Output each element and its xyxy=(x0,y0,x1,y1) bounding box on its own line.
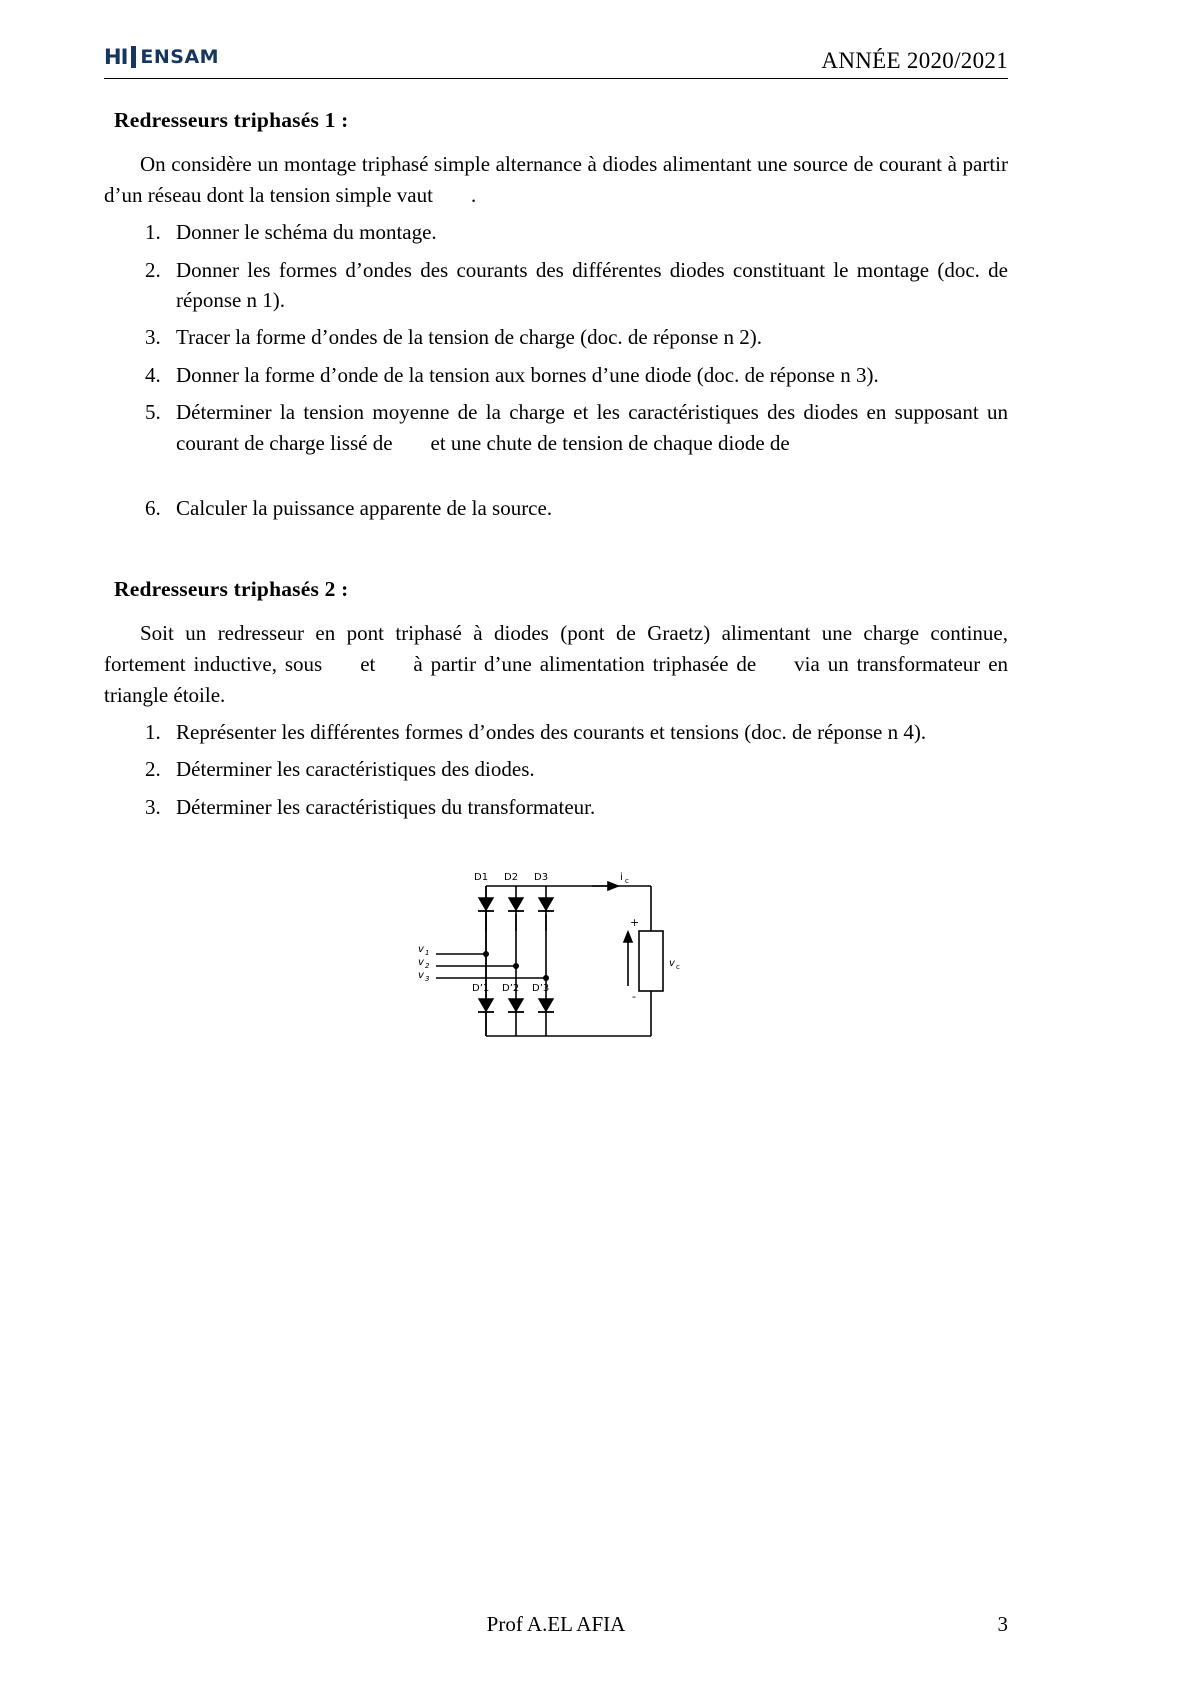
diode-label-d1p: D’1 xyxy=(472,983,490,995)
list-item: 6. Calculer la puissance apparente de la source. xyxy=(166,493,1008,523)
svg-text:3: 3 xyxy=(425,975,430,984)
section-2-intro xyxy=(104,618,1008,711)
list-item: 2. Donner les formes d’ondes des courants des différentes diodes constituant le montage (doc. de réponse n 1). xyxy=(166,255,1008,316)
logo-mark: HI xyxy=(104,44,128,69)
list-item: 4. Donner la forme d’onde de la tension aux bornes d’une diode (doc. de réponse n 3). xyxy=(166,360,1008,390)
list-item xyxy=(166,397,1008,486)
footer-author: Prof A.EL AFIA xyxy=(486,1612,626,1636)
diode-label-d3: D3 xyxy=(534,872,549,884)
academic-year: ANNÉE 2020/2021 xyxy=(821,48,1008,73)
section-2-question-list xyxy=(104,717,1008,822)
ensam-logo xyxy=(104,42,219,72)
diode-label-d1: D1 xyxy=(474,872,489,884)
list-item: 1. Représenter les différentes formes d’ondes des courants et tensions (doc. de réponse n 4). xyxy=(166,717,1008,747)
section-2-intro-and: et xyxy=(360,651,376,676)
section-2-intro-text-3: via un transformateur en triangle étoile. xyxy=(104,651,1009,707)
footer-page-number: 3 xyxy=(997,1612,1008,1636)
section-title-2: Redresseurs triphasés 2 : xyxy=(114,576,349,601)
diode-label-d2: D2 xyxy=(504,872,519,884)
section-1-intro xyxy=(104,149,1008,211)
diode-label-d2p: D’2 xyxy=(502,983,520,995)
polarity-plus: + xyxy=(630,916,640,930)
logo-divider-icon xyxy=(131,46,136,68)
formula-placeholder-3 xyxy=(176,458,1008,486)
voltage-label-vc-sub: c xyxy=(676,963,680,972)
phase-label-v2: v xyxy=(418,957,424,969)
graetz-bridge-diagram xyxy=(406,856,706,1056)
diode-label-d3p: D’3 xyxy=(532,983,550,995)
section-2-intro-text-2: à partir d’une alimentation triphasée de xyxy=(413,651,757,676)
voltage-label-vc: v xyxy=(669,958,675,970)
question-5-middle: et une chute de tension de chaque diode de xyxy=(430,430,790,455)
list-item: 3. Déterminer les caractéristiques du transformateur. xyxy=(166,792,1008,822)
polarity-minus: - xyxy=(632,990,636,1004)
list-item: 1. Donner le schéma du montage. xyxy=(166,217,1008,247)
section-title-1: Redresseurs triphasés 1 : xyxy=(114,108,349,132)
list-item: 2. Déterminer les caractéristiques des diodes. xyxy=(166,754,1008,784)
current-label-ic-sub: c xyxy=(625,877,629,886)
section-1-intro-end: . xyxy=(470,183,477,208)
svg-text:1: 1 xyxy=(425,949,430,958)
page-header xyxy=(104,28,1008,76)
section-2-intro-text: Soit un redresseur en pont triphasé à diodes (pont de Graetz) alimentant une charge continue, fortement inductive, sous xyxy=(104,620,1008,676)
section-1-intro-text: On considère un montage triphasé simple alternance à diodes alimentant une source de courant à partir d’un réseau dont la tension simple vaut xyxy=(104,152,1008,208)
header-divider xyxy=(104,78,1008,79)
list-item: 3. Tracer la forme d’ondes de la tension de charge (doc. de réponse n 2). xyxy=(166,322,1008,352)
svg-text:2: 2 xyxy=(425,962,430,971)
question-5-text: Déterminer la tension moyenne de la charge et les caractéristiques des diodes en supposant un courant de charge lissé de xyxy=(176,400,1008,455)
current-label-ic: i xyxy=(620,872,623,884)
document-content xyxy=(104,108,1008,1056)
rectifier-figure xyxy=(104,856,1008,1056)
phase-label-v1: v xyxy=(418,944,424,956)
logo-text: ENSAM xyxy=(140,45,220,68)
section-1-question-list xyxy=(104,217,1008,524)
section-spacer xyxy=(104,531,1008,577)
phase-label-v3: v xyxy=(418,970,424,982)
